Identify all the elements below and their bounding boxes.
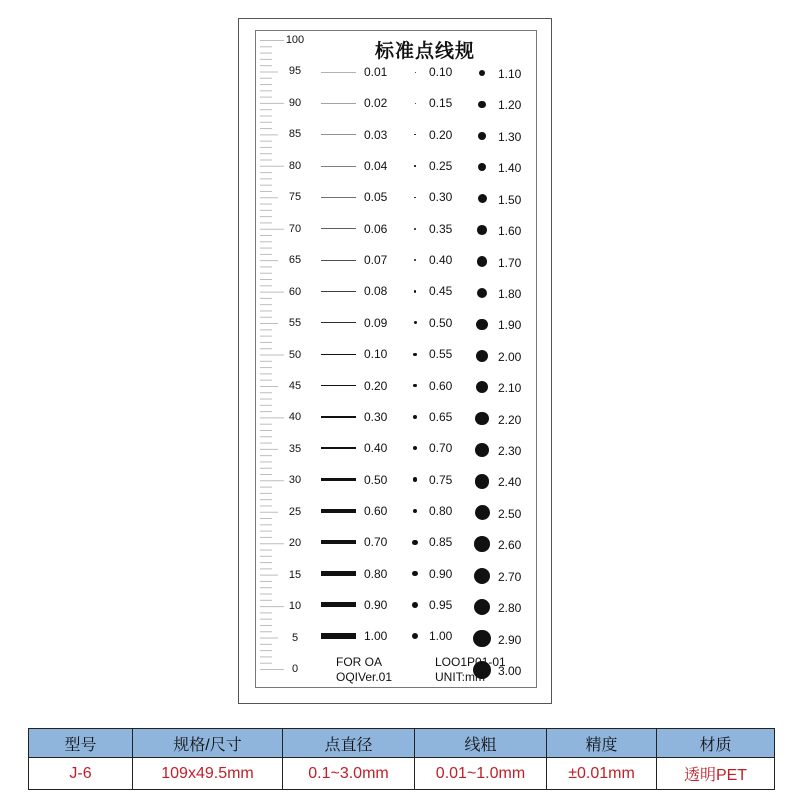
large-dot-label: 1.60 xyxy=(498,224,522,239)
spec-table xyxy=(28,728,775,790)
large-dot-label: 2.60 xyxy=(498,538,522,553)
ruler-label: 60 xyxy=(288,285,302,298)
small-dot-sample xyxy=(414,165,416,167)
small-dot-label: 0.25 xyxy=(429,159,453,174)
line-sample xyxy=(321,228,356,229)
ruler-label: 25 xyxy=(288,505,302,518)
line-sample xyxy=(321,447,356,449)
ruler-label: 10 xyxy=(288,600,302,613)
value-material: 透明PET xyxy=(657,758,775,790)
line-width-label: 0.40 xyxy=(364,441,388,456)
large-dot-sample xyxy=(478,132,486,140)
value-model: J-6 xyxy=(29,758,133,790)
footer-version: OQIVer.01 xyxy=(336,670,393,684)
ruler-label: 65 xyxy=(288,254,302,267)
ruler-label: 5 xyxy=(291,631,299,644)
ruler-label: 75 xyxy=(288,191,302,204)
ruler-label: 55 xyxy=(288,317,302,330)
large-dot-label: 2.50 xyxy=(498,506,522,521)
line-width-label: 0.07 xyxy=(364,253,388,268)
line-sample xyxy=(321,197,356,198)
line-width-label: 0.05 xyxy=(364,190,388,205)
line-sample xyxy=(321,291,356,292)
footer-unit: UNIT:mm xyxy=(435,670,485,684)
line-width-label: 0.30 xyxy=(364,409,388,424)
header-material: 材质 xyxy=(657,729,775,758)
large-dot-label: 2.10 xyxy=(498,381,522,396)
large-dot-label: 1.30 xyxy=(498,129,522,144)
small-dot-sample xyxy=(415,72,416,73)
line-width-label: 0.09 xyxy=(364,315,388,330)
small-dot-label: 1.00 xyxy=(429,629,453,644)
line-sample xyxy=(321,633,356,639)
large-dot-sample xyxy=(474,568,490,584)
large-dot-sample xyxy=(476,350,488,362)
large-dot-label: 2.80 xyxy=(498,601,522,616)
small-dot-sample xyxy=(414,228,416,230)
ruler-label: 95 xyxy=(288,65,302,78)
ruler-label: 20 xyxy=(288,537,302,550)
line-width-label: 0.10 xyxy=(364,347,388,362)
line-width-label: 0.20 xyxy=(364,378,388,393)
large-dot-sample xyxy=(475,474,489,488)
ruler-label: 30 xyxy=(288,474,302,487)
large-dot-label: 1.50 xyxy=(498,192,522,207)
ruler-label: 35 xyxy=(288,442,302,455)
small-dot-sample xyxy=(413,353,416,356)
line-sample xyxy=(321,540,356,544)
line-sample xyxy=(321,166,356,167)
line-width-label: 0.60 xyxy=(364,503,388,518)
header-precision: 精度 xyxy=(547,729,657,758)
large-dot-label: 2.70 xyxy=(498,569,522,584)
value-precision: ±0.01mm xyxy=(547,758,657,790)
large-dot-label: 1.80 xyxy=(498,286,522,301)
footer-use: FOR OA xyxy=(336,655,383,669)
small-dot-sample xyxy=(413,384,417,388)
small-dot-sample xyxy=(412,540,417,545)
header-size: 规格/尺寸 xyxy=(133,729,283,758)
small-dot-label: 0.80 xyxy=(429,503,453,518)
ruler-label: 15 xyxy=(288,568,302,581)
large-dot-sample xyxy=(475,443,489,457)
line-width-label: 1.00 xyxy=(364,629,388,644)
line-sample xyxy=(321,385,356,386)
ruler-label: 100 xyxy=(285,34,305,46)
footer-part-number: LOO1P01-01 xyxy=(435,655,506,669)
line-width-label: 0.01 xyxy=(364,65,388,79)
header-dot-diameter: 点直径 xyxy=(283,729,415,758)
card-title: 标准点线规 xyxy=(374,41,475,62)
small-dot-label: 0.40 xyxy=(429,253,453,268)
line-width-label: 0.70 xyxy=(364,535,388,550)
small-dot-sample xyxy=(413,477,418,482)
line-width-label: 0.50 xyxy=(364,472,388,487)
header-model: 型号 xyxy=(29,729,133,758)
small-dot-label: 0.90 xyxy=(429,566,453,581)
large-dot-label: 1.10 xyxy=(498,67,522,81)
small-dot-label: 0.95 xyxy=(429,597,453,612)
large-dot-sample xyxy=(478,101,485,108)
small-dot-sample xyxy=(412,571,417,576)
large-dot-label: 2.40 xyxy=(498,475,522,490)
line-sample xyxy=(321,509,356,513)
ruler-label: 45 xyxy=(288,379,302,392)
small-dot-label: 0.50 xyxy=(429,315,453,330)
line-sample xyxy=(321,322,356,323)
large-dot-label: 1.70 xyxy=(498,255,522,270)
ruler-label: 50 xyxy=(288,348,302,361)
large-dot-label: 3.00 xyxy=(498,663,522,678)
ruler-label: 40 xyxy=(288,411,302,424)
small-dot-label: 0.35 xyxy=(429,221,453,236)
small-dot-label: 0.75 xyxy=(429,472,453,487)
small-dot-label: 0.10 xyxy=(429,65,453,79)
large-dot-sample xyxy=(475,412,488,425)
line-sample xyxy=(321,602,356,607)
small-dot-label: 0.85 xyxy=(429,535,453,550)
line-width-label: 0.90 xyxy=(364,597,388,612)
small-dot-label: 0.55 xyxy=(429,347,453,362)
line-sample xyxy=(321,260,356,261)
large-dot-sample xyxy=(474,536,490,552)
small-dot-label: 0.60 xyxy=(429,378,453,393)
line-sample xyxy=(321,354,356,355)
large-dot-label: 2.00 xyxy=(498,349,522,364)
small-dot-sample xyxy=(414,290,417,293)
line-sample xyxy=(321,72,356,73)
large-dot-label: 1.20 xyxy=(498,98,522,113)
small-dot-label: 0.70 xyxy=(429,441,453,456)
value-dot-diameter: 0.1~3.0mm xyxy=(283,758,415,790)
line-sample xyxy=(321,416,356,418)
ruler-label: 70 xyxy=(288,222,302,235)
small-dot-sample xyxy=(414,321,417,324)
large-dot-label: 2.20 xyxy=(498,412,522,427)
small-dot-label: 0.20 xyxy=(429,127,453,142)
ruler-label: 80 xyxy=(288,159,302,172)
ruler-label: 90 xyxy=(288,96,302,109)
line-width-label: 0.08 xyxy=(364,284,388,299)
large-dot-sample xyxy=(476,319,487,330)
small-dot-label: 0.45 xyxy=(429,284,453,299)
line-sample xyxy=(321,571,356,576)
small-dot-sample xyxy=(412,602,418,608)
small-dot-sample xyxy=(415,103,416,104)
line-width-label: 0.80 xyxy=(364,566,388,581)
spec-header-row xyxy=(29,729,775,758)
line-width-label: 0.03 xyxy=(364,127,388,142)
spec-value-row xyxy=(29,758,775,790)
ruler-label: 0 xyxy=(291,663,299,675)
large-dot-label: 2.90 xyxy=(498,632,522,647)
line-width-label: 0.02 xyxy=(364,96,388,111)
value-size: 109x49.5mm xyxy=(133,758,283,790)
line-sample xyxy=(321,134,356,135)
header-line-width: 线粗 xyxy=(415,729,547,758)
large-dot-sample xyxy=(477,256,487,266)
value-line-width: 0.01~1.0mm xyxy=(415,758,547,790)
large-dot-sample xyxy=(473,630,490,647)
line-width-label: 0.06 xyxy=(364,221,388,236)
small-dot-sample xyxy=(413,415,417,419)
large-dot-sample xyxy=(475,505,490,520)
line-sample xyxy=(321,103,356,104)
large-dot-label: 2.30 xyxy=(498,444,522,458)
ruler-label: 85 xyxy=(288,128,302,141)
large-dot-sample xyxy=(477,225,487,235)
large-dot-label: 1.40 xyxy=(498,161,522,176)
line-sample xyxy=(321,478,356,481)
small-dot-label: 0.15 xyxy=(429,96,453,111)
large-dot-sample xyxy=(478,194,487,203)
line-width-label: 0.04 xyxy=(364,159,388,174)
small-dot-label: 0.65 xyxy=(429,409,453,424)
small-dot-label: 0.30 xyxy=(429,190,453,205)
large-dot-label: 1.90 xyxy=(498,318,522,333)
